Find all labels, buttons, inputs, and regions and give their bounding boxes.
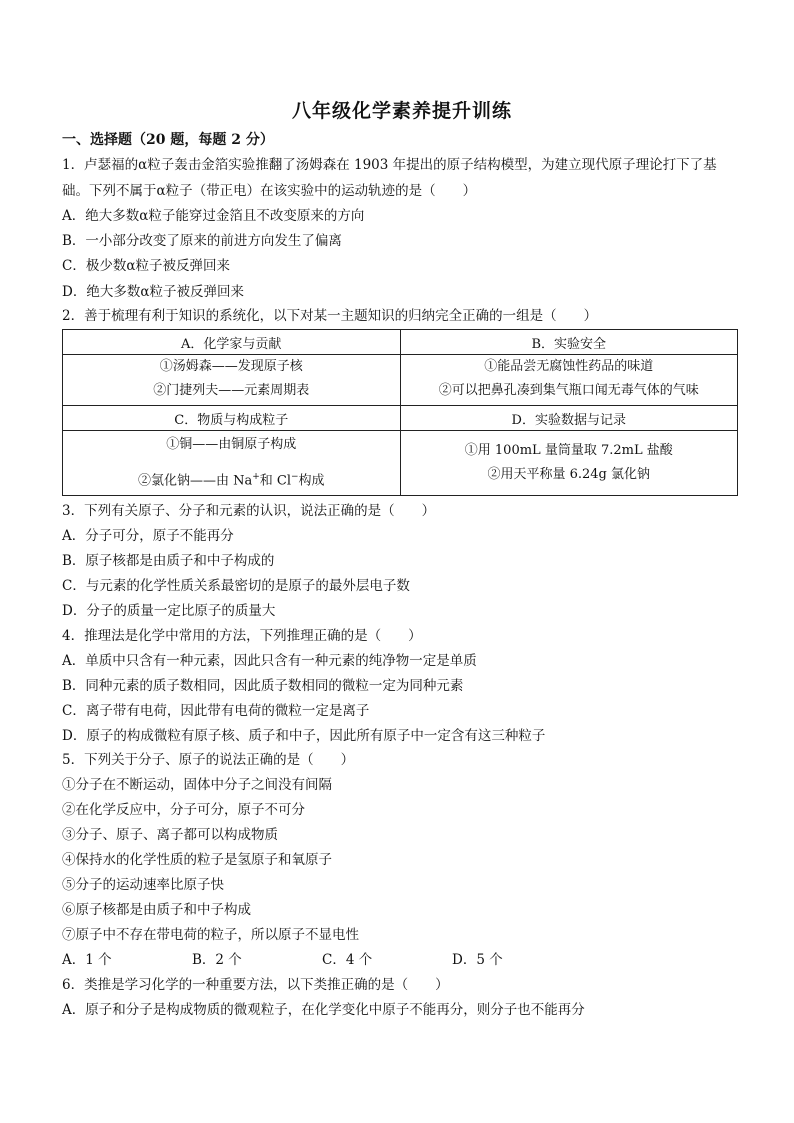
q5-statement-7: ⑦原子中不存在带电荷的粒子，所以原子不显电性 xyxy=(62,927,359,943)
q3-option-a: A．分子可分，原子不能再分 xyxy=(62,528,234,544)
q3-stem: 3．下列有关原子、分子和元素的认识，说法正确的是（ ） xyxy=(62,503,436,519)
q1-option-d: D．绝大多数α粒子被反弹回来 xyxy=(62,284,244,300)
q5-options xyxy=(62,951,582,969)
q2-cell-a-header: A．化学家与贡献 xyxy=(63,330,401,355)
q2-cell-b-body xyxy=(400,355,738,406)
q2-b-item2: ②可以把鼻孔凑到集气瓶口闻无毒气体的气味 xyxy=(438,383,699,398)
q1-stem-line2: 础。下列不属于α粒子（带正电）在该实验中的运动轨迹的是（ ） xyxy=(62,183,477,199)
q5-option-d: D．5 个 xyxy=(452,952,503,968)
q2-table xyxy=(62,329,738,496)
q2-stem: 2．善于梳理有利于知识的系统化，以下对某一主题知识的归纳完全正确的一组是（ ） xyxy=(62,308,598,324)
q5-statement-3: ③分子、原子、离子都可以构成物质 xyxy=(62,827,278,843)
q2-cell-a-body xyxy=(63,355,401,406)
q5-statement-5: ⑤分子的运动速率比原子快 xyxy=(62,877,224,893)
q5-option-c: C．4 个 xyxy=(322,952,373,968)
q4-option-d: D．原子的构成微粒有原子核、质子和中子，因此所有原子中一定含有这三种粒子 xyxy=(62,728,546,744)
q2-cell-c-header: C．物质与构成粒子 xyxy=(63,406,401,431)
q2-cell-d-body xyxy=(400,431,738,496)
q2-a-item1: ①汤姆森——发现原子核 xyxy=(159,359,303,374)
q3-option-b: B．原子核都是由质子和中子构成的 xyxy=(62,553,275,569)
q3-option-c: C．与元素的化学性质关系最密切的是原子的最外层电子数 xyxy=(62,578,410,594)
q3-option-d: D．分子的质量一定比原子的质量大 xyxy=(62,603,276,619)
q1-stem-line1: 1．卢瑟福的α粒子轰击金箔实验推翻了汤姆森在 1903 年提出的原子结构模型，为建立现代原子理论打下了基 xyxy=(62,157,717,173)
q2-d-item1: ①用 100mL 量筒量取 7.2mL 盐酸 xyxy=(464,443,673,458)
q4-stem: 4．推理法是化学中常用的方法，下列推理正确的是（ ） xyxy=(62,628,422,644)
q2-c-item2: ②氯化钠——由 Na+和 Cl−构成 xyxy=(137,472,325,489)
q2-cell-c-body xyxy=(63,431,401,496)
q4-option-c: C．离子带有电荷，因此带有电荷的微粒一定是离子 xyxy=(62,703,370,719)
q5-option-b: B．2 个 xyxy=(192,952,242,968)
q6-stem: 6．类推是学习化学的一种重要方法，以下类推正确的是（ ） xyxy=(62,977,449,993)
q2-d-item2: ②用天平称量 6.24g 氯化钠 xyxy=(487,467,651,482)
q6-option-a: A．原子和分子是构成物质的微观粒子，在化学变化中原子不能再分，则分子也不能再分 xyxy=(62,1002,585,1018)
q1-option-c: C．极少数α粒子被反弹回来 xyxy=(62,258,230,274)
q2-b-item1: ①能品尝无腐蚀性药品的味道 xyxy=(484,359,654,374)
q4-option-b: B．同种元素的质子数相同，因此质子数相同的微粒一定为同种元素 xyxy=(62,678,464,694)
q5-statement-2: ②在化学反应中，分子可分，原子不可分 xyxy=(62,802,305,818)
q2-cell-d-header: D．实验数据与记录 xyxy=(400,406,738,431)
q4-option-a: A．单质中只含有一种元素，因此只含有一种元素的纯净物一定是单质 xyxy=(62,653,477,669)
q5-statement-6: ⑥原子核都是由质子和中子构成 xyxy=(62,902,251,918)
page-title: 八年级化学素养提升训练 xyxy=(291,100,512,122)
q5-stem: 5．下列关于分子、原子的说法正确的是（ ） xyxy=(62,752,355,768)
q1-option-a: A．绝大多数α粒子能穿过金箔且不改变原来的方向 xyxy=(62,208,365,224)
q5-option-a: A．1 个 xyxy=(62,952,112,968)
q1-option-b: B．一小部分改变了原来的前进方向发生了偏离 xyxy=(62,233,342,249)
section-heading: 一、选择题（20 题，每题 2 分） xyxy=(62,132,274,148)
q2-a-item2: ②门捷列夫——元素周期表 xyxy=(153,383,310,398)
q2-c-item1: ①铜——由铜原子构成 xyxy=(166,437,297,452)
q5-statement-4: ④保持水的化学性质的粒子是氢原子和氧原子 xyxy=(62,852,332,868)
q2-cell-b-header: B．实验安全 xyxy=(400,330,738,355)
q5-statement-1: ①分子在不断运动，固体中分子之间没有间隔 xyxy=(62,777,332,793)
